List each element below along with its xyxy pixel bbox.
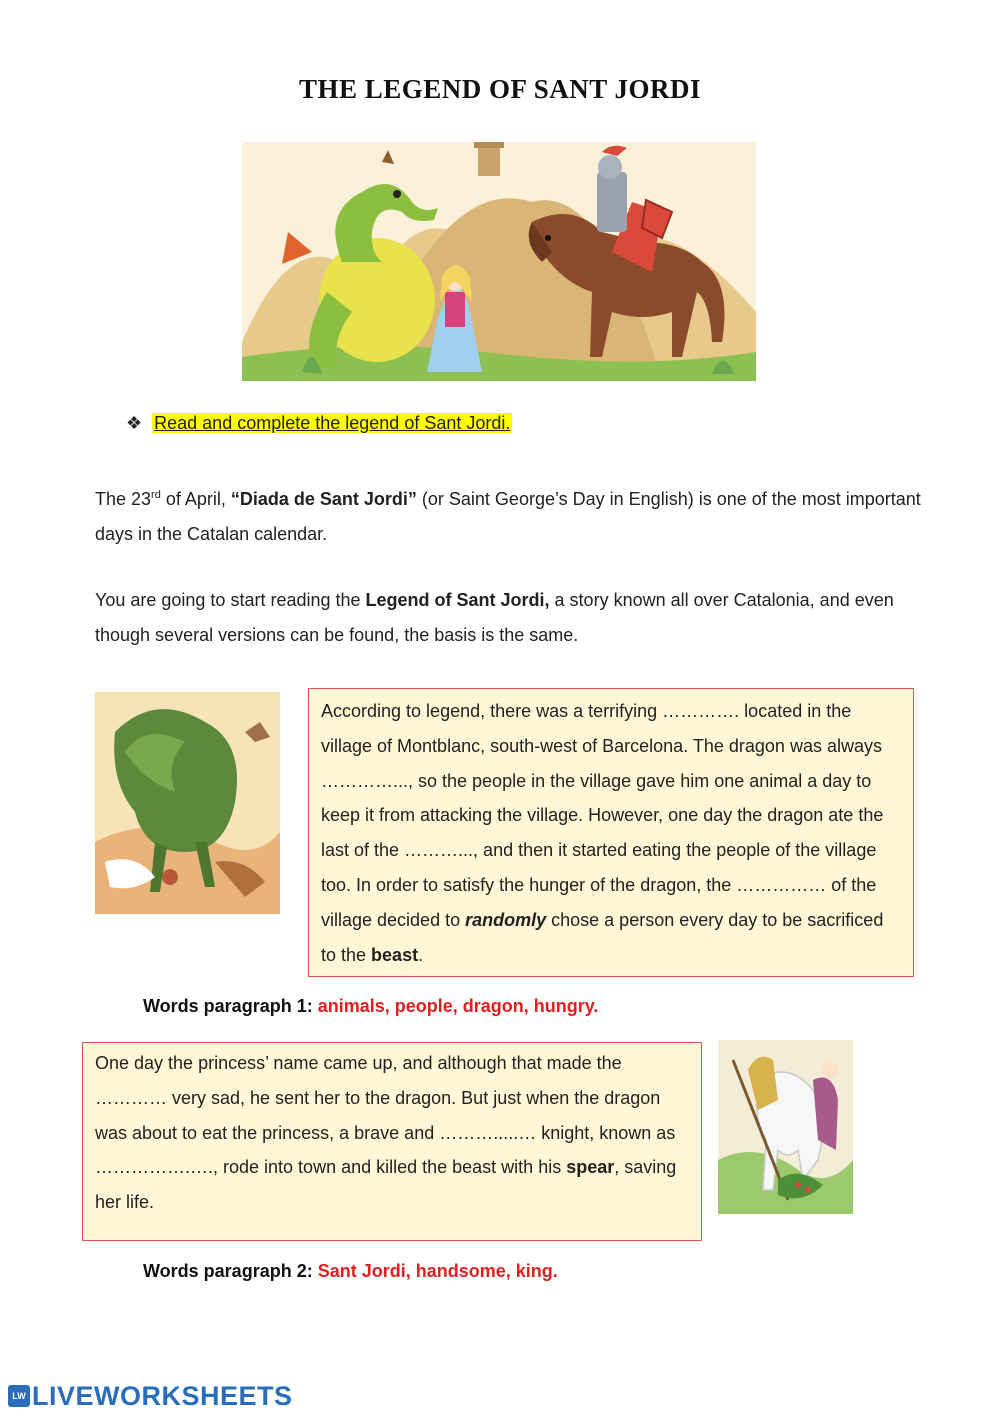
words-paragraph-2 (143, 1261, 558, 1282)
intro-p1-mid: of April, (160, 489, 231, 509)
instruction (126, 413, 512, 434)
words-1-list: animals, people, dragon, hungry. (317, 996, 599, 1016)
intro-p1-pre: The 23 (95, 489, 152, 509)
intro-p2-pre: You are going to start reading the (95, 590, 366, 610)
paragraph-1-emphasis: randomly (465, 909, 547, 930)
paragraph-2-text: One day the princess’ name came up, and although that made the ………… very sad, he sent her to the dragon. But just when the dragon was about to eat the princess, a brave and ……….....… knight, known as …………….…., rode into town and killed the beast with his (95, 1053, 676, 1178)
words-1-label: Words paragraph 1: (143, 996, 313, 1016)
intro-p2-post: a story known all over Catalonia, and even though several versions can be found, the basis is the same. (95, 590, 894, 645)
hero-illustration (242, 142, 756, 381)
intro-p1-sup: rd (151, 489, 161, 501)
paragraph-2-box (82, 1042, 702, 1241)
paragraph-1-box (308, 688, 914, 977)
paragraph-1-text-2: chose a person every day to be sacrificed to the (321, 909, 884, 965)
logo-badge-icon: LW (8, 1385, 30, 1407)
paragraph-2-bold: spear (566, 1157, 615, 1178)
logo-text: LIVEWORKSHEETS (32, 1380, 293, 1411)
paragraph-2-text-2: , saving her life. (95, 1157, 677, 1213)
intro-p1-post: (or Saint George’s Day in English) is one of the most important days in the Catalan calendar. (95, 489, 921, 544)
intro-p2-bold: Legend of Sant Jordi, (365, 590, 550, 610)
words-2-label: Words paragraph 2: (143, 1261, 313, 1281)
intro-paragraph-1 (95, 478, 925, 552)
intro-paragraph-2 (95, 583, 925, 653)
liveworksheets-logo[interactable] (8, 1378, 293, 1414)
paragraph-1-text: According to legend, there was a terrifying …………. located in the village of Montblanc, south-west of Barcelona. The dragon was always …………..., so the people in the village gave him one animal a day to keep it from attacking the village. However, one day the dragon ate the last of the ………..., and then it started eating the people of the village too. In order to satisfy the hunger of the dragon, the …………… of the village decided to (321, 701, 884, 930)
knight-illustration (718, 1040, 853, 1214)
paragraph-1-text-3: . (418, 944, 424, 965)
intro-p1-bold: “Diada de Sant Jordi” (230, 489, 417, 509)
words-paragraph-1 (143, 996, 598, 1017)
bullet-icon: ❖ (126, 413, 143, 433)
page-title: THE LEGEND OF SANT JORDI (298, 74, 702, 104)
paragraph-1-bold: beast (371, 944, 419, 965)
dragon-illustration (95, 692, 280, 914)
instruction-text: Read and complete the legend of Sant Jordi. (154, 413, 511, 433)
words-2-list: Sant Jordi, handsome, king. (317, 1261, 558, 1281)
